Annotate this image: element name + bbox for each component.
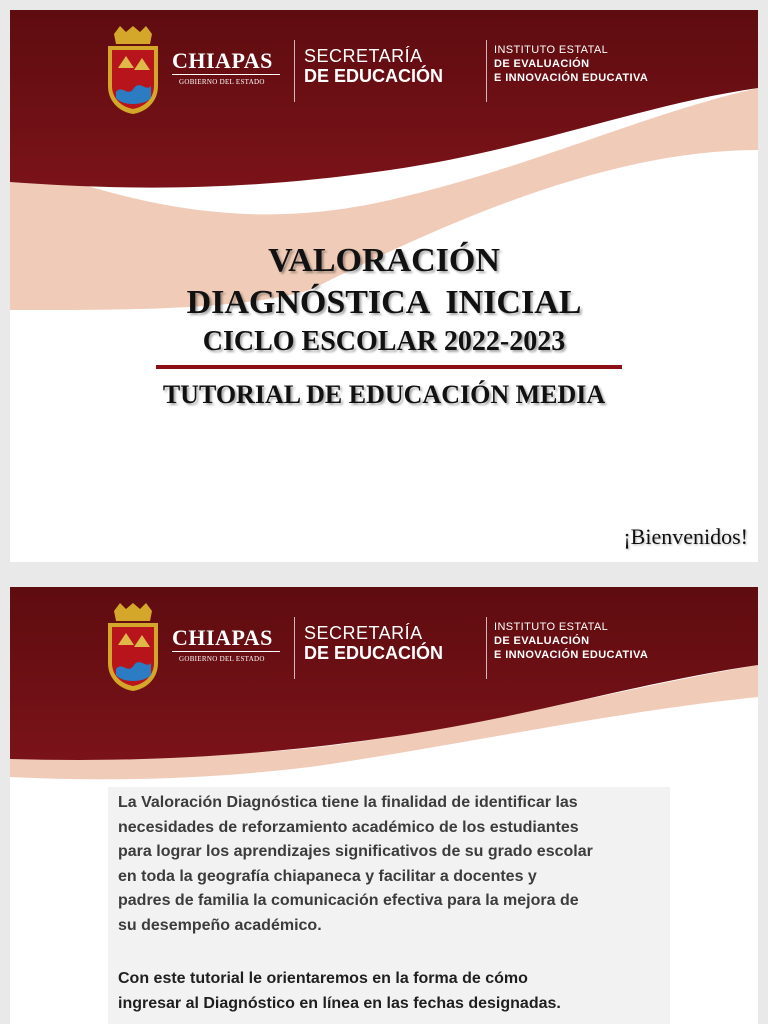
instituto-line3: E INNOVACIÓN EDUCATIVA xyxy=(494,649,649,661)
logo-divider xyxy=(486,617,487,679)
paragraph-line: para lograr los aprendizajes significativos de su grado escolar xyxy=(118,843,593,860)
instituto-line2: DE EVALUACIÓN xyxy=(494,58,590,70)
header-logos xyxy=(10,587,758,697)
secretaria-line1: SECRETARÍA xyxy=(304,46,423,66)
paragraph-line: Con este tutorial le orientaremos en la forma de cómo xyxy=(118,970,528,987)
chiapas-name: CHIAPAS xyxy=(172,48,273,73)
chiapas-seal-icon xyxy=(104,603,162,691)
tutorial-paragraph xyxy=(118,967,664,1016)
chiapas-rule xyxy=(172,651,280,652)
logo-divider xyxy=(486,40,487,102)
title-line1: VALORACIÓN xyxy=(268,242,500,279)
chiapas-subtitle: GOBIERNO DEL ESTADO xyxy=(179,78,265,86)
welcome-text: ¡Bienvenidos! xyxy=(623,524,748,549)
secretaria-line1: SECRETARÍA xyxy=(304,623,423,643)
paragraph-line: su desempeño académico. xyxy=(118,916,322,934)
instituto-line1: INSTITUTO ESTATAL xyxy=(494,44,609,56)
secretaria-line2: DE EDUCACIÓN xyxy=(304,643,444,663)
paragraph-line: necesidades de reforzamiento académico de los estudiantes xyxy=(118,818,579,836)
instituto-line3: E INNOVACIÓN EDUCATIVA xyxy=(494,72,649,84)
paragraph-line: padres de familia la comunicación efectiva para la mejora de xyxy=(118,892,579,909)
title-divider xyxy=(156,365,622,369)
title-line2: DIAGNÓSTICA INICIAL xyxy=(186,284,582,321)
header-logos xyxy=(10,10,758,120)
instituto-line2: DE EVALUACIÓN xyxy=(494,635,590,647)
paragraph-line: La Valoración Diagnóstica tiene la finalidad de identificar las xyxy=(118,794,578,811)
paragraph-line: en toda la geografía chiapaneca y facilitar a docentes y xyxy=(118,867,537,885)
secretaria-line2: DE EDUCACIÓN xyxy=(304,66,444,86)
chiapas-name: CHIAPAS xyxy=(172,625,273,650)
instituto-line1: INSTITUTO ESTATAL xyxy=(494,621,609,633)
chiapas-seal-icon xyxy=(104,26,162,114)
slide-subtitle: TUTORIAL DE EDUCACIÓN MEDIA xyxy=(162,380,606,409)
intro-paragraph xyxy=(118,791,664,938)
chiapas-subtitle: GOBIERNO DEL ESTADO xyxy=(179,655,265,663)
slide-1 xyxy=(10,10,758,562)
slide-2 xyxy=(10,587,758,1024)
intro-textbox xyxy=(108,787,670,1024)
logo-divider xyxy=(294,617,295,679)
logo-divider xyxy=(294,40,295,102)
paragraph-line: ingresar al Diagnóstico en línea en las fechas designadas. xyxy=(118,994,561,1012)
title-line3: CICLO ESCOLAR 2022-2023 xyxy=(202,326,566,357)
chiapas-rule xyxy=(172,74,280,75)
